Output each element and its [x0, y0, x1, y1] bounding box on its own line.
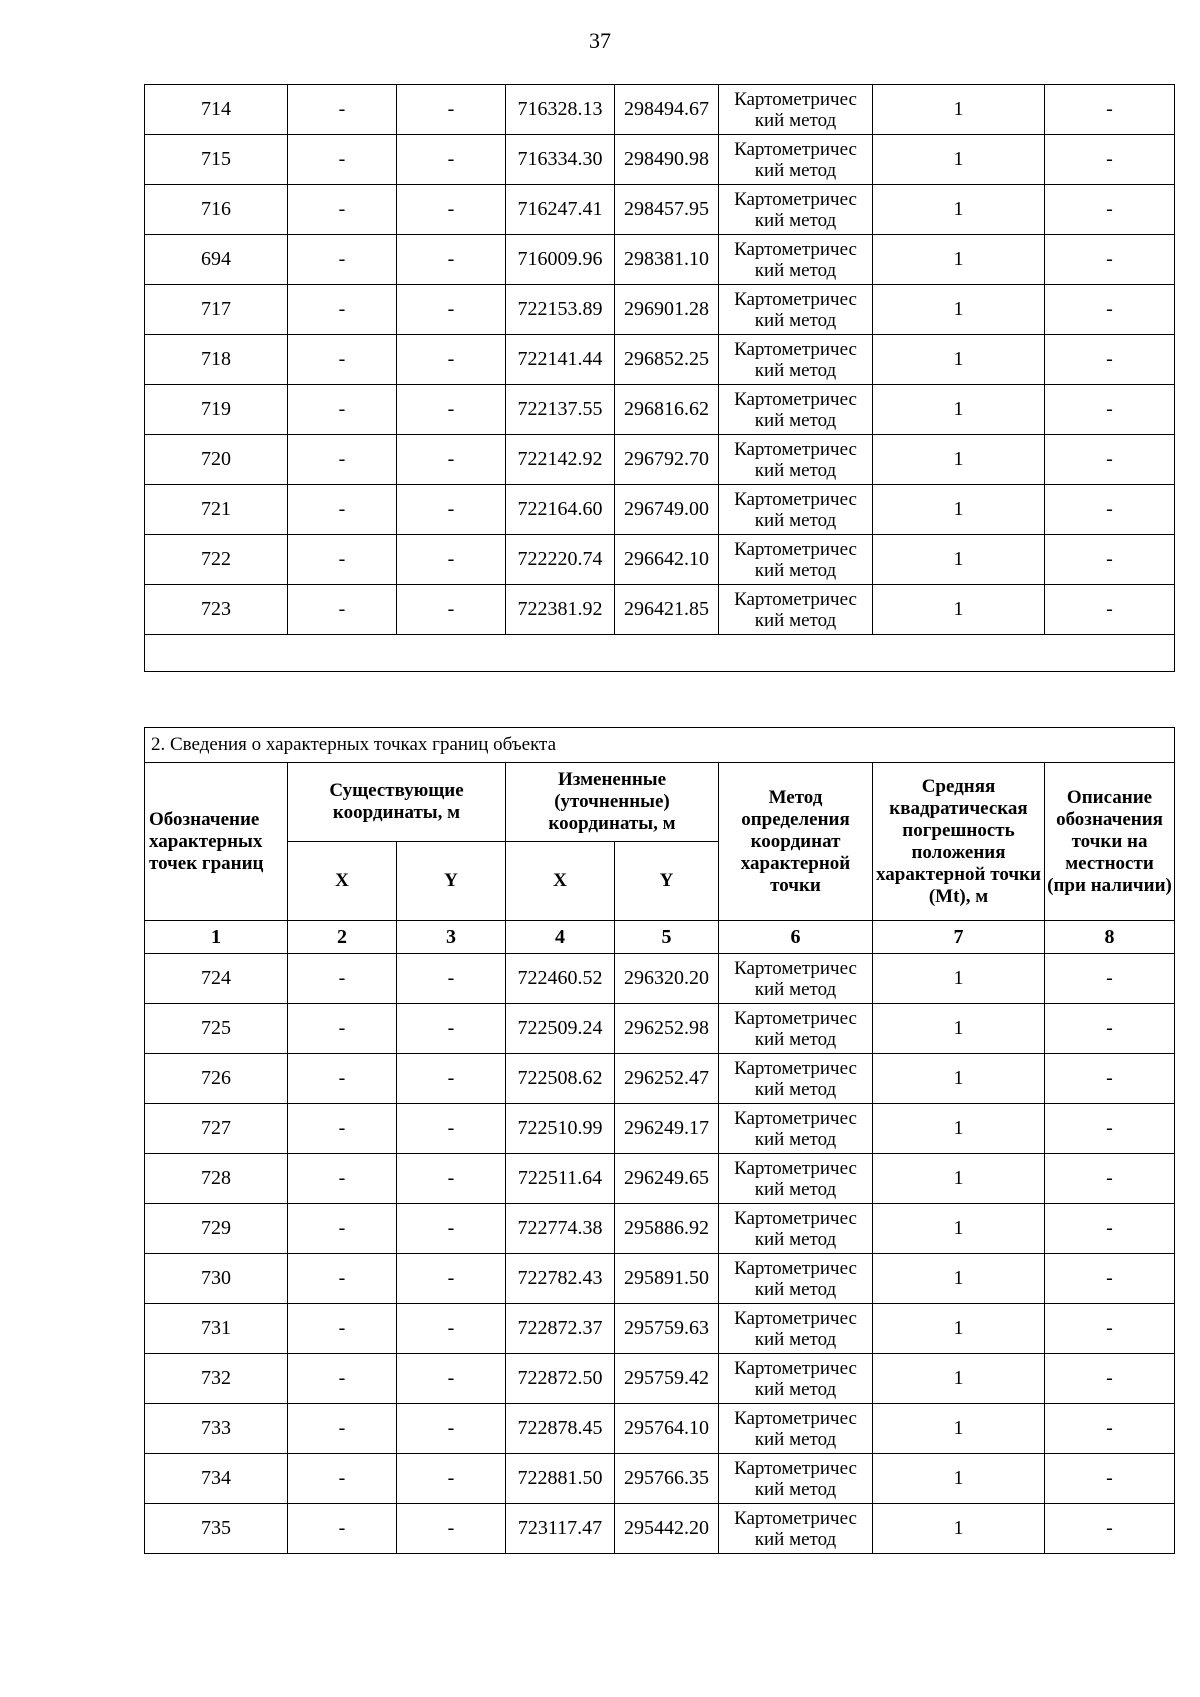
mt-cell: 1 [873, 1004, 1045, 1054]
method-text-line-2: кий метод [754, 1078, 837, 1100]
y-cell: 298457.95 [615, 185, 719, 235]
existing-x-cell: - [288, 1054, 397, 1104]
method-text-line-1: Картометричес [734, 388, 857, 410]
method-cell [719, 954, 873, 1004]
description-cell: - [1045, 235, 1175, 285]
description-cell: - [1045, 1254, 1175, 1304]
method-text-line-1: Картометричес [734, 238, 857, 260]
table-row [145, 185, 1175, 235]
table-row [145, 1454, 1175, 1504]
method-cell [719, 1304, 873, 1354]
column-number: 8 [1045, 921, 1175, 954]
existing-y-cell: - [397, 135, 506, 185]
y-cell: 296642.10 [615, 535, 719, 585]
method-text-line-2: кий метод [754, 1178, 837, 1200]
table-row [145, 1204, 1175, 1254]
method-text-line-1: Картометричес [734, 538, 857, 560]
method-text-line-2: кий метод [754, 1378, 837, 1400]
existing-y-cell: - [397, 585, 506, 635]
y-cell: 296852.25 [615, 335, 719, 385]
mt-cell: 1 [873, 235, 1045, 285]
y-cell: 295766.35 [615, 1454, 719, 1504]
mt-cell: 1 [873, 135, 1045, 185]
mt-cell: 1 [873, 185, 1045, 235]
existing-x-cell: - [288, 1254, 397, 1304]
x-cell: 722872.37 [506, 1304, 615, 1354]
x-cell: 716009.96 [506, 235, 615, 285]
method-text-line-2: кий метод [754, 1228, 837, 1250]
mt-cell: 1 [873, 335, 1045, 385]
method-cell [719, 585, 873, 635]
table-row [145, 1354, 1175, 1404]
point-cell: 714 [145, 85, 288, 135]
description-cell: - [1045, 1354, 1175, 1404]
x-cell: 722511.64 [506, 1154, 615, 1204]
column-number: 1 [145, 921, 288, 954]
method-text-line-1: Картометричес [734, 1357, 857, 1379]
coordinates-table-continued [144, 84, 1175, 672]
mt-cell: 1 [873, 85, 1045, 135]
description-cell: - [1045, 1054, 1175, 1104]
mt-cell: 1 [873, 1054, 1045, 1104]
y-cell: 296901.28 [615, 285, 719, 335]
empty-cell [145, 635, 1175, 672]
x-cell: 722381.92 [506, 585, 615, 635]
description-cell: - [1045, 335, 1175, 385]
table-row [145, 535, 1175, 585]
existing-y-cell: - [397, 954, 506, 1004]
mt-cell: 1 [873, 1154, 1045, 1204]
method-text-line-2: кий метод [754, 259, 837, 281]
existing-y-cell: - [397, 85, 506, 135]
y-cell: 295764.10 [615, 1404, 719, 1454]
table2-body [145, 954, 1175, 1554]
method-text-line-2: кий метод [754, 978, 837, 1000]
x-cell: 722164.60 [506, 485, 615, 535]
header-existing-y: Y [397, 842, 506, 921]
existing-x-cell: - [288, 85, 397, 135]
method-text-line-2: кий метод [754, 1328, 837, 1350]
mt-cell: 1 [873, 485, 1045, 535]
method-text-line-2: кий метод [754, 1028, 837, 1050]
method-text-line-1: Картометричес [734, 488, 857, 510]
y-cell: 295759.63 [615, 1304, 719, 1354]
method-text-line-1: Картометричес [734, 1107, 857, 1129]
point-cell: 730 [145, 1254, 288, 1304]
mt-cell: 1 [873, 385, 1045, 435]
method-text-line-2: кий метод [754, 509, 837, 531]
existing-x-cell: - [288, 385, 397, 435]
method-text-line-1: Картометричес [734, 88, 857, 110]
existing-y-cell: - [397, 435, 506, 485]
method-text-line-2: кий метод [754, 1128, 837, 1150]
method-text-line-2: кий метод [754, 309, 837, 331]
table-row [145, 954, 1175, 1004]
description-cell: - [1045, 535, 1175, 585]
description-cell: - [1045, 1004, 1175, 1054]
point-cell: 727 [145, 1104, 288, 1154]
existing-x-cell: - [288, 1304, 397, 1354]
point-cell: 734 [145, 1454, 288, 1504]
mt-cell: 1 [873, 1104, 1045, 1154]
x-cell: 722508.62 [506, 1054, 615, 1104]
method-cell [719, 335, 873, 385]
description-cell: - [1045, 954, 1175, 1004]
existing-x-cell: - [288, 335, 397, 385]
existing-x-cell: - [288, 435, 397, 485]
point-cell: 732 [145, 1354, 288, 1404]
description-cell: - [1045, 385, 1175, 435]
method-text-line-2: кий метод [754, 1428, 837, 1450]
method-cell [719, 185, 873, 235]
existing-x-cell: - [288, 135, 397, 185]
column-number: 6 [719, 921, 873, 954]
existing-x-cell: - [288, 1204, 397, 1254]
existing-y-cell: - [397, 1054, 506, 1104]
table-row [145, 1004, 1175, 1054]
y-cell: 295891.50 [615, 1254, 719, 1304]
existing-y-cell: - [397, 1354, 506, 1404]
existing-y-cell: - [397, 1104, 506, 1154]
method-cell [719, 1504, 873, 1554]
table-row [145, 1504, 1175, 1554]
method-text-line-1: Картометричес [734, 438, 857, 460]
method-cell [719, 1354, 873, 1404]
y-cell: 296249.17 [615, 1104, 719, 1154]
method-cell [719, 1104, 873, 1154]
method-cell [719, 1204, 873, 1254]
method-text-line-1: Картометричес [734, 957, 857, 979]
column-number: 5 [615, 921, 719, 954]
mt-cell: 1 [873, 1404, 1045, 1454]
description-cell: - [1045, 585, 1175, 635]
column-number: 3 [397, 921, 506, 954]
column-number: 7 [873, 921, 1045, 954]
point-cell: 725 [145, 1004, 288, 1054]
point-cell: 722 [145, 535, 288, 585]
mt-cell: 1 [873, 1454, 1045, 1504]
existing-x-cell: - [288, 1354, 397, 1404]
x-cell: 722782.43 [506, 1254, 615, 1304]
method-cell [719, 235, 873, 285]
existing-y-cell: - [397, 1504, 506, 1554]
existing-x-cell: - [288, 1004, 397, 1054]
existing-y-cell: - [397, 485, 506, 535]
method-text-line-1: Картометричес [734, 1257, 857, 1279]
point-cell: 716 [145, 185, 288, 235]
method-text-line-2: кий метод [754, 159, 837, 181]
method-text-line-2: кий метод [754, 609, 837, 631]
method-cell [719, 1154, 873, 1204]
point-cell: 715 [145, 135, 288, 185]
method-text-line-2: кий метод [754, 1528, 837, 1550]
method-text-line-1: Картометричес [734, 1007, 857, 1029]
table-row [145, 235, 1175, 285]
y-cell: 296816.62 [615, 385, 719, 435]
point-cell: 735 [145, 1504, 288, 1554]
description-cell: - [1045, 1154, 1175, 1204]
description-cell: - [1045, 1204, 1175, 1254]
existing-y-cell: - [397, 285, 506, 335]
mt-cell: 1 [873, 535, 1045, 585]
existing-x-cell: - [288, 485, 397, 535]
y-cell: 295886.92 [615, 1204, 719, 1254]
header-description: Описание обозначения точки на местности (при наличии) [1045, 763, 1175, 921]
x-cell: 722137.55 [506, 385, 615, 435]
method-cell [719, 535, 873, 585]
method-text-line-1: Картометричес [734, 1207, 857, 1229]
mt-cell: 1 [873, 1504, 1045, 1554]
point-cell: 728 [145, 1154, 288, 1204]
x-cell: 722510.99 [506, 1104, 615, 1154]
table-row [145, 485, 1175, 535]
column-number: 4 [506, 921, 615, 954]
existing-x-cell: - [288, 1154, 397, 1204]
x-cell: 722153.89 [506, 285, 615, 335]
mt-cell: 1 [873, 1304, 1045, 1354]
method-text-line-1: Картометричес [734, 138, 857, 160]
method-cell [719, 485, 873, 535]
method-text-line-2: кий метод [754, 559, 837, 581]
method-text-line-1: Картометричес [734, 1507, 857, 1529]
y-cell: 296252.47 [615, 1054, 719, 1104]
mt-cell: 1 [873, 1254, 1045, 1304]
existing-x-cell: - [288, 1504, 397, 1554]
description-cell: - [1045, 85, 1175, 135]
existing-y-cell: - [397, 1454, 506, 1504]
description-cell: - [1045, 1504, 1175, 1554]
header-changed-coordinates: Измененные (уточненные) координаты, м [506, 763, 719, 842]
page-number: 37 [589, 28, 611, 53]
method-cell [719, 1254, 873, 1304]
method-text-line-1: Картометричес [734, 188, 857, 210]
x-cell: 722872.50 [506, 1354, 615, 1404]
table1-body [145, 85, 1175, 635]
existing-x-cell: - [288, 235, 397, 285]
existing-y-cell: - [397, 535, 506, 585]
method-text-line-2: кий метод [754, 1278, 837, 1300]
method-text-line-1: Картометричес [734, 1407, 857, 1429]
header-point-designation: Обозначение характерных точек границ [145, 763, 288, 921]
y-cell: 298381.10 [615, 235, 719, 285]
y-cell: 296421.85 [615, 585, 719, 635]
x-cell: 722509.24 [506, 1004, 615, 1054]
description-cell: - [1045, 185, 1175, 235]
method-text-line-1: Картометричес [734, 1057, 857, 1079]
point-cell: 726 [145, 1054, 288, 1104]
y-cell: 296749.00 [615, 485, 719, 535]
existing-x-cell: - [288, 585, 397, 635]
existing-y-cell: - [397, 1304, 506, 1354]
method-text-line-1: Картометричес [734, 1157, 857, 1179]
table-row [145, 385, 1175, 435]
header-changed-x: X [506, 842, 615, 921]
method-cell [719, 385, 873, 435]
header-changed-y: Y [615, 842, 719, 921]
method-cell [719, 435, 873, 485]
existing-y-cell: - [397, 235, 506, 285]
method-text-line-2: кий метод [754, 409, 837, 431]
method-text-line-2: кий метод [754, 109, 837, 131]
description-cell: - [1045, 1454, 1175, 1504]
table1-empty-row [145, 635, 1175, 672]
point-cell: 721 [145, 485, 288, 535]
existing-y-cell: - [397, 385, 506, 435]
section-title: 2. Сведения о характерных точках границ объекта [145, 728, 1175, 763]
x-cell: 722774.38 [506, 1204, 615, 1254]
y-cell: 295759.42 [615, 1354, 719, 1404]
point-cell: 719 [145, 385, 288, 435]
y-cell: 298490.98 [615, 135, 719, 185]
point-cell: 733 [145, 1404, 288, 1454]
method-cell [719, 1404, 873, 1454]
y-cell: 296320.20 [615, 954, 719, 1004]
existing-x-cell: - [288, 1404, 397, 1454]
existing-x-cell: - [288, 285, 397, 335]
description-cell: - [1045, 435, 1175, 485]
method-cell [719, 85, 873, 135]
existing-y-cell: - [397, 335, 506, 385]
point-cell: 694 [145, 235, 288, 285]
point-cell: 717 [145, 285, 288, 335]
header-method: Метод определения координат характерной точки [719, 763, 873, 921]
x-cell: 722142.92 [506, 435, 615, 485]
existing-x-cell: - [288, 954, 397, 1004]
mt-cell: 1 [873, 435, 1045, 485]
mt-cell: 1 [873, 954, 1045, 1004]
method-text-line-2: кий метод [754, 359, 837, 381]
x-cell: 722460.52 [506, 954, 615, 1004]
method-text-line-1: Картометричес [734, 1307, 857, 1329]
table-row [145, 1304, 1175, 1354]
description-cell: - [1045, 1104, 1175, 1154]
table-row [145, 335, 1175, 385]
existing-y-cell: - [397, 1154, 506, 1204]
method-cell [719, 1054, 873, 1104]
mt-cell: 1 [873, 1204, 1045, 1254]
method-text-line-1: Картометричес [734, 1457, 857, 1479]
y-cell: 298494.67 [615, 85, 719, 135]
method-text-line-2: кий метод [754, 209, 837, 231]
existing-x-cell: - [288, 185, 397, 235]
y-cell: 296252.98 [615, 1004, 719, 1054]
point-cell: 724 [145, 954, 288, 1004]
header-existing-x: X [288, 842, 397, 921]
table-row [145, 1104, 1175, 1154]
existing-y-cell: - [397, 1204, 506, 1254]
point-cell: 729 [145, 1204, 288, 1254]
table-row [145, 1404, 1175, 1454]
existing-y-cell: - [397, 1254, 506, 1304]
point-cell: 718 [145, 335, 288, 385]
method-text-line-1: Картометричес [734, 588, 857, 610]
method-cell [719, 1004, 873, 1054]
existing-y-cell: - [397, 1404, 506, 1454]
existing-y-cell: - [397, 1004, 506, 1054]
header-existing-coordinates: Существующие координаты, м [288, 763, 506, 842]
description-cell: - [1045, 135, 1175, 185]
y-cell: 295442.20 [615, 1504, 719, 1554]
description-cell: - [1045, 1304, 1175, 1354]
table-row [145, 1154, 1175, 1204]
boundary-points-table [144, 727, 1175, 1554]
table-row [145, 585, 1175, 635]
point-cell: 720 [145, 435, 288, 485]
existing-x-cell: - [288, 535, 397, 585]
x-cell: 716247.41 [506, 185, 615, 235]
method-cell [719, 1454, 873, 1504]
table-row [145, 85, 1175, 135]
x-cell: 722878.45 [506, 1404, 615, 1454]
method-text-line-1: Картометричес [734, 338, 857, 360]
method-text-line-2: кий метод [754, 459, 837, 481]
column-number: 2 [288, 921, 397, 954]
method-text-line-1: Картометричес [734, 288, 857, 310]
table-row [145, 135, 1175, 185]
table-row [145, 1254, 1175, 1304]
existing-x-cell: - [288, 1104, 397, 1154]
table-row [145, 1054, 1175, 1104]
mt-cell: 1 [873, 1354, 1045, 1404]
existing-y-cell: - [397, 185, 506, 235]
point-cell: 723 [145, 585, 288, 635]
table-row [145, 285, 1175, 335]
method-text-line-2: кий метод [754, 1478, 837, 1500]
mt-cell: 1 [873, 585, 1045, 635]
mt-cell: 1 [873, 285, 1045, 335]
x-cell: 723117.47 [506, 1504, 615, 1554]
x-cell: 722220.74 [506, 535, 615, 585]
existing-x-cell: - [288, 1454, 397, 1504]
x-cell: 722881.50 [506, 1454, 615, 1504]
header-mean-square-error: Средняя квадратическая погрешность положения характерной точки (Mt), м [873, 763, 1045, 921]
description-cell: - [1045, 285, 1175, 335]
x-cell: 716334.30 [506, 135, 615, 185]
description-cell: - [1045, 1404, 1175, 1454]
x-cell: 722141.44 [506, 335, 615, 385]
method-cell [719, 135, 873, 185]
description-cell: - [1045, 485, 1175, 535]
point-cell: 731 [145, 1304, 288, 1354]
method-cell [719, 285, 873, 335]
x-cell: 716328.13 [506, 85, 615, 135]
y-cell: 296792.70 [615, 435, 719, 485]
y-cell: 296249.65 [615, 1154, 719, 1204]
table-row [145, 435, 1175, 485]
